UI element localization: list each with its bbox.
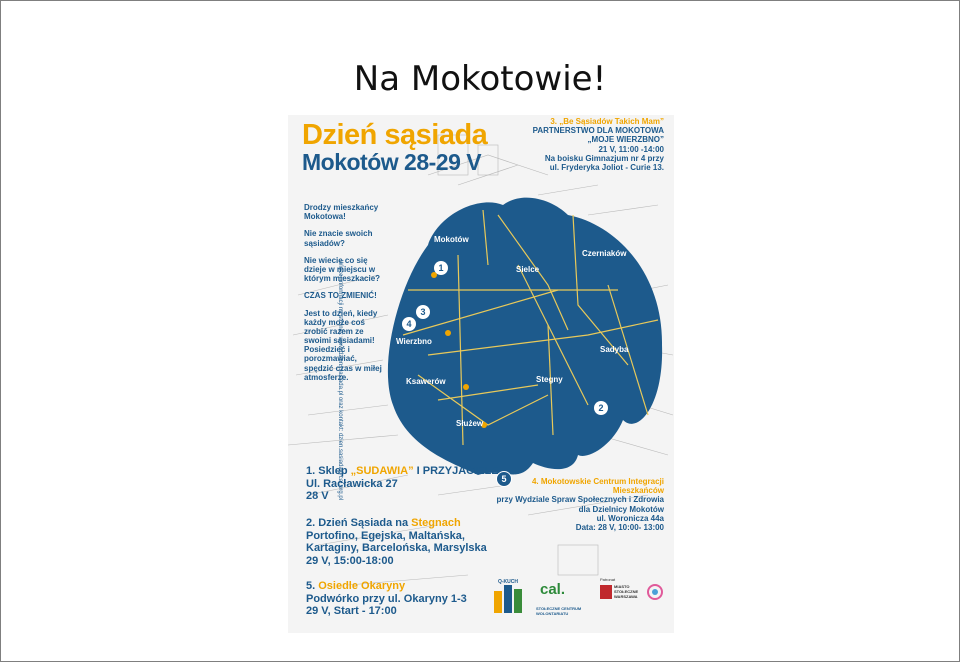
event5-place: Osiedle Okaryny [318,580,406,592]
event2-streets-1: Portofino, Egejska, Maltańska, [306,529,465,542]
event2-prefix: 2. Dzień Sąsiada na [306,517,412,529]
intro-text [304,203,386,390]
intro-line: Jest to dzień, kiedy każdy może coś zrobić razem ze swoimi sąsiadami! Posiedzieć i porozmawiać, spędzić czas w miłej atmosferze. [304,308,382,382]
intro-line: Drodzy mieszkańcy Mokotowa! [304,203,379,222]
event4-address: ul. Woronicza 44a [596,513,664,523]
event2-date: 29 V, 15:00-18:00 [306,554,394,567]
patronat-label: Patronat [600,577,616,582]
event3-line6: ul. Fryderyka Joliot - Curie 13. [549,162,664,172]
map-label-wierzbno: Wierzbno [396,337,432,346]
event3-line3: „MOJE WIERZBNO” [587,135,664,145]
side-note: Więcej informacji na stronie: www.dzienssasiada.pl oraz kontakt: dzien.sasiada@cal.org.pl [337,259,344,501]
event1-suffix: I PRZYJACIELE [413,465,499,477]
map-label-sadyba: Sadyba [600,345,629,354]
map-label-sluzew: Służew [456,419,484,428]
marker-2: 2 [594,401,608,415]
kuch-logo [490,579,526,625]
event1-address: Ul. Racławicka 27 [306,477,398,490]
event-poster [288,115,674,633]
event1-info [306,465,499,503]
map-label-mokotow: Mokotów [434,235,469,244]
intro-line: CZAS TO ZMIENIĆ! [304,291,377,301]
event1-date: 28 V [306,490,329,503]
marker-5: 5 [496,471,512,487]
marker-3: 3 [416,305,430,319]
kuch-logo-icon [490,579,526,617]
event5-prefix: 5. [306,580,319,592]
marker-4: 4 [402,317,416,331]
map-label-sielce: Sielce [516,265,540,274]
event5-date: 29 V, Start - 17:00 [306,605,397,618]
intro-line: Nie wiecie co się dzieje w miejscu w którym mieszkacie? [304,255,381,284]
stoleczne-logo: STOŁECZNE CENTRUM WOLONTARIATU [536,606,582,616]
event4-title-2: Mieszkańców [612,486,664,496]
map-label-stegny: Stegny [536,375,563,384]
event3-line4: 21 V, 11:00 -14:00 [598,144,664,154]
event4-line3: przy Wydziale Spraw Społecznych i Zdrowia [496,495,664,505]
event1-shop-name: „SUDAWIA” [350,465,414,477]
event4-date: Data: 28 V, 10:00- 13:00 [575,522,664,532]
event4-line4: dla Dzielnicy Mokotów [578,504,664,514]
map-label-czerniakow: Czerniaków [582,249,627,258]
kuch-logo-text: Q-KUCH [498,579,518,585]
warszawa-label: MIASTO STOŁECZNE WARSZAWA [614,584,639,599]
event4-title: 4. Mokotowskie Centrum Integracji [531,477,664,486]
partner-logo-icon [646,583,664,601]
event3-line5: Na boisku Gimnazjum nr 4 przy [544,153,664,163]
warszawa-crest-icon [600,585,612,599]
event1-prefix: 1. Sklep [306,465,351,477]
poster-subheading: Mokotów 28-29 V [302,149,482,175]
map-label-ksawerow: Ksawerów [406,377,446,386]
sponsor-logos [488,577,668,629]
event3-line2: PARTNERSTWO DLA MOKOTOWA [532,126,664,136]
cal-logo-text: cal. [540,581,566,598]
event3-info [533,117,664,172]
intro-line: Nie znacie swoich sąsiadów? [304,229,373,248]
poster-heading: Dzień sąsiada [302,119,488,151]
cal-logo [540,581,582,603]
event2-place: Stegnach [411,517,461,529]
event2-info [306,517,487,568]
event2-streets-2: Kartaginy, Barcelońska, Marsylska [306,542,487,555]
event5-info [306,580,467,618]
event3-title: 3. „Be Sąsiadów Takich Mam” [550,117,664,126]
event4-info [497,477,664,532]
slide-title: Na Mokotowie! [353,59,607,99]
event5-address: Podwórko przy ul. Okaryny 1-3 [306,592,467,605]
marker-1: 1 [434,261,448,275]
